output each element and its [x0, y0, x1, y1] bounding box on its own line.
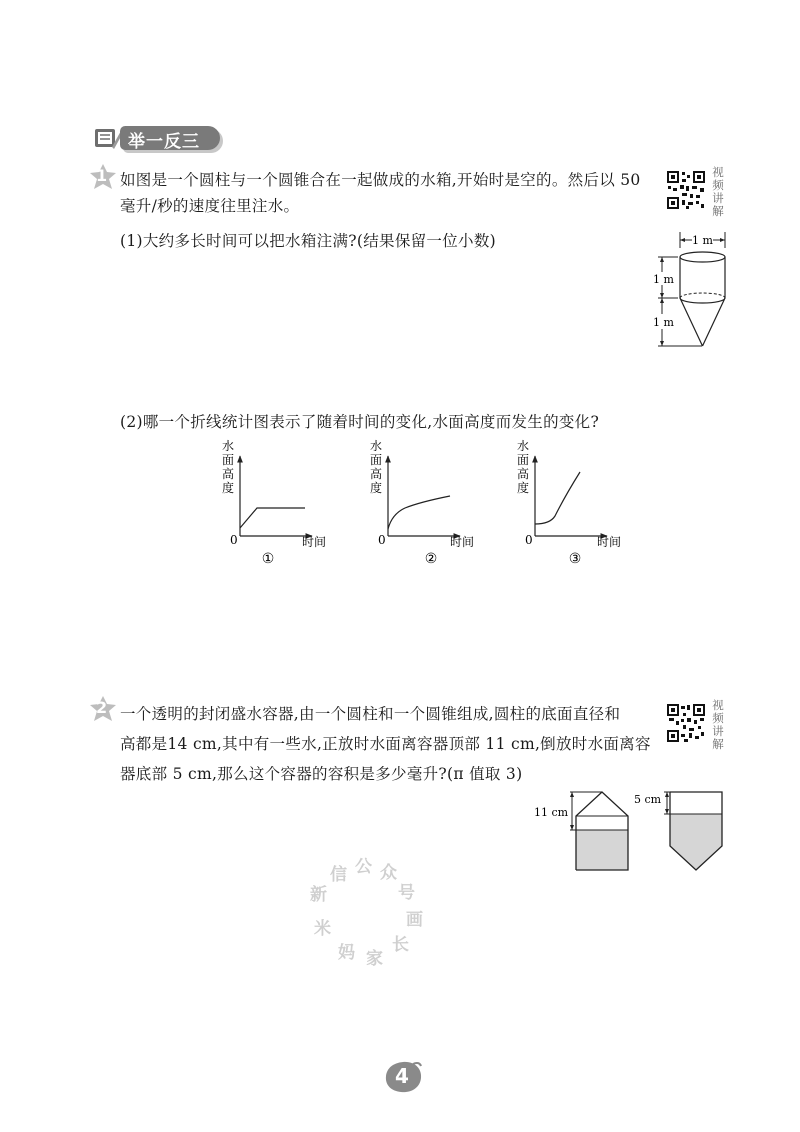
graph-2-line [388, 496, 450, 529]
problem-2-badge [88, 695, 118, 725]
svg-text:高: 高 [222, 467, 235, 481]
water-tank-figure [650, 228, 762, 352]
problem-2-line-2: 高都是14 cm,其中有一些水,正放时水面离容器顶部 11 cm,倒放时水面离容 [120, 735, 651, 753]
graph-1-line [240, 508, 305, 528]
page-number: 4 [395, 1064, 409, 1088]
graph-3 [517, 438, 621, 567]
inverted-container [634, 792, 722, 870]
qr-code-icon[interactable] [666, 703, 706, 743]
graph-3-line [535, 472, 580, 524]
graph-1 [222, 438, 326, 567]
video-explanation-label: 视 频 讲 解 [712, 165, 724, 218]
problem-1-number: 1 [96, 166, 108, 185]
section-header-title: 举一反三 [128, 132, 200, 152]
cone-height-label: 1 m [653, 316, 674, 329]
water-fill-upright [576, 830, 628, 870]
svg-text:高: 高 [370, 467, 383, 481]
svg-text:度: 度 [222, 481, 235, 495]
problem-1-line-2: 毫升/秒的速度往里注水。 [120, 197, 300, 215]
svg-text:度: 度 [517, 481, 530, 495]
svg-text:高: 高 [517, 467, 530, 481]
problem-1-text [120, 167, 660, 219]
problem-1-part-1: (1)大约多长时间可以把水箱注满?(结果保留一位小数) [120, 232, 496, 250]
container-figures [530, 786, 730, 872]
graph-3-label: ③ [568, 551, 582, 567]
page-number-badge [383, 1060, 423, 1094]
problem-2-number: 2 [96, 698, 108, 717]
problem-2-text [120, 699, 660, 789]
problem-1-part-2: (2)哪一个折线统计图表示了随着时间的变化,水面高度而发生的变化? [120, 413, 600, 431]
graph-2 [370, 438, 474, 567]
cylinder-height-label: 1 m [653, 273, 674, 286]
svg-text:时间: 时间 [302, 535, 327, 549]
svg-text:面: 面 [517, 453, 530, 467]
inverted-water-gap-label: 5 cm [634, 793, 662, 806]
watermark-stamp: 新 信 公 众 号 画 长 家 妈 米 [310, 857, 423, 969]
svg-text:面: 面 [370, 453, 383, 467]
svg-text:0: 0 [525, 533, 533, 547]
upright-water-gap-label: 11 cm [534, 806, 569, 819]
video-explanation-label: 视 频 讲 解 [712, 698, 724, 751]
graph-1-label: ① [261, 551, 275, 567]
svg-text:水: 水 [517, 439, 530, 453]
svg-text:面: 面 [222, 453, 235, 467]
svg-text:度: 度 [370, 481, 383, 495]
upright-container [534, 792, 628, 870]
svg-text:水: 水 [222, 439, 235, 453]
svg-text:水: 水 [370, 439, 383, 453]
svg-text:0: 0 [378, 533, 386, 547]
svg-text:时间: 时间 [450, 535, 475, 549]
problem-2-line-1: 一个透明的封闭盛水容器,由一个圆柱和一个圆锥组成,圆柱的底面直径和 [120, 705, 621, 723]
water-fill-inverted [670, 814, 722, 870]
problem-2-line-3: 器底部 5 cm,那么这个容器的容积是多少毫升?(π 值取 3) [120, 765, 523, 783]
tank-width-label: 1 m [692, 234, 713, 247]
line-graphs [210, 436, 630, 570]
graph-2-label: ② [424, 551, 438, 567]
qr-code-icon[interactable] [666, 170, 706, 210]
svg-text:0: 0 [230, 533, 238, 547]
problem-1-badge [88, 163, 118, 193]
problem-1-line-1: 如图是一个圆柱与一个圆锥合在一起做成的水箱,开始时是空的。然后以 50 [120, 171, 641, 189]
section-header [92, 123, 232, 153]
svg-text:时间: 时间 [597, 535, 622, 549]
